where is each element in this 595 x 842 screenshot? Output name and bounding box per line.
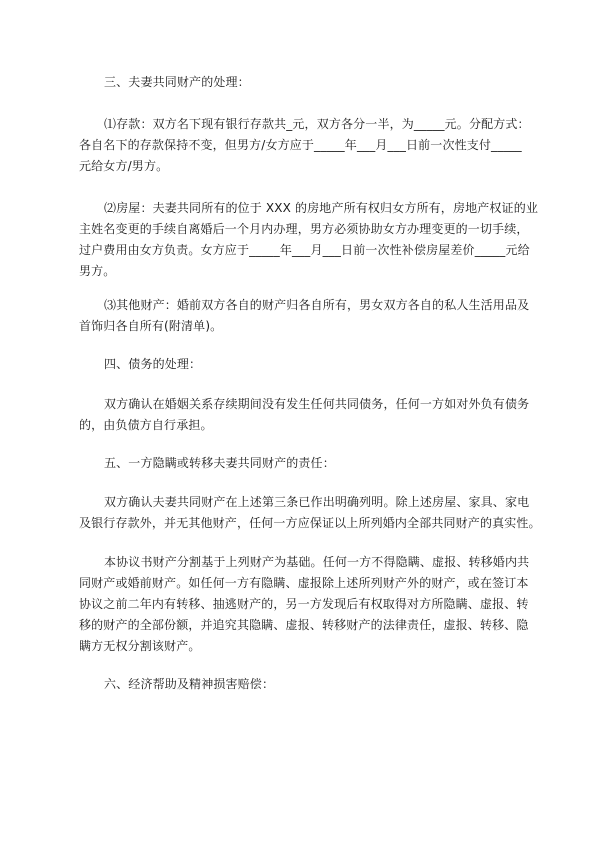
section-heading-compensation: 六、经济帮助及精神损害赔偿： — [104, 677, 275, 691]
debt-line-2: 的，由负债方自行承担。 — [79, 418, 213, 432]
confirm-line-1: 双方确认夫妻共同财产在上述第三条已作出明确列明。除上述房屋、家具、家电 — [104, 495, 530, 509]
division-line-1: 本协议书财产分割基于上列财产为基础。任何一方不得隐瞒、虚报、转移婚内共 — [104, 555, 530, 569]
division-line-2: 同财产或婚前财产。如任何一方有隐瞒、虚报除上述所列财产外的财产，或在签订本 — [79, 576, 529, 590]
house-line-1: ⑵房屋：夫妻共同所有的位于 XXX 的房地产所有权归女方所有，房地产权证的业 — [104, 201, 538, 215]
house-line-3: 过户费用由女方负责。女方应于_____年___月___日前一次性补偿房屋差价_____元给 — [79, 243, 530, 257]
deposit-line-3: 元给女方/男方。 — [79, 159, 169, 173]
house-line-2: 主姓名变更的手续自离婚后一个月内办理，男方必须协助女方办理变更的一切手续， — [79, 222, 529, 236]
house-line-4: 男方。 — [79, 264, 116, 278]
section-heading-debt: 四、债务的处理： — [104, 357, 202, 371]
debt-line-1: 双方确认在婚姻关系存续期间没有发生任何共同债务，任何一方如对外负有债务 — [104, 397, 530, 411]
division-line-5: 瞒方无权分割该财产。 — [79, 639, 201, 653]
confirm-line-2: 及银行存款外，并无其他财产，任何一方应保证以上所列婚内全部共同财产的真实性。 — [79, 516, 541, 530]
division-line-3: 协议之前二年内有转移、抽逃财产的，另一方发现后有权取得对方所隐瞒、虚报、转 — [79, 597, 529, 611]
other-property-line-1: ⑶其他财产：婚前双方各自的财产归各自所有，男女双方各自的私人生活用品及 — [104, 298, 530, 312]
other-property-line-2: 首饰归各自所有(附清单)。 — [79, 319, 223, 333]
division-line-4: 移的财产的全部份额，并追究其隐瞒、虚报、转移财产的法律责任，虚报、转移、隐 — [79, 618, 529, 632]
section-heading-property: 三、夫妻共同财产的处理： — [104, 75, 250, 89]
section-heading-concealment: 五、一方隐瞒或转移夫妻共同财产的责任： — [104, 456, 335, 470]
deposit-line-1: ⑴存款：双方名下现有银行存款共_元，双方各分一半，为_____元。分配方式： — [104, 117, 530, 131]
deposit-line-2: 各自名下的存款保持不变，但男方/女方应于_____年___月___日前一次性支付_____ — [79, 138, 522, 152]
